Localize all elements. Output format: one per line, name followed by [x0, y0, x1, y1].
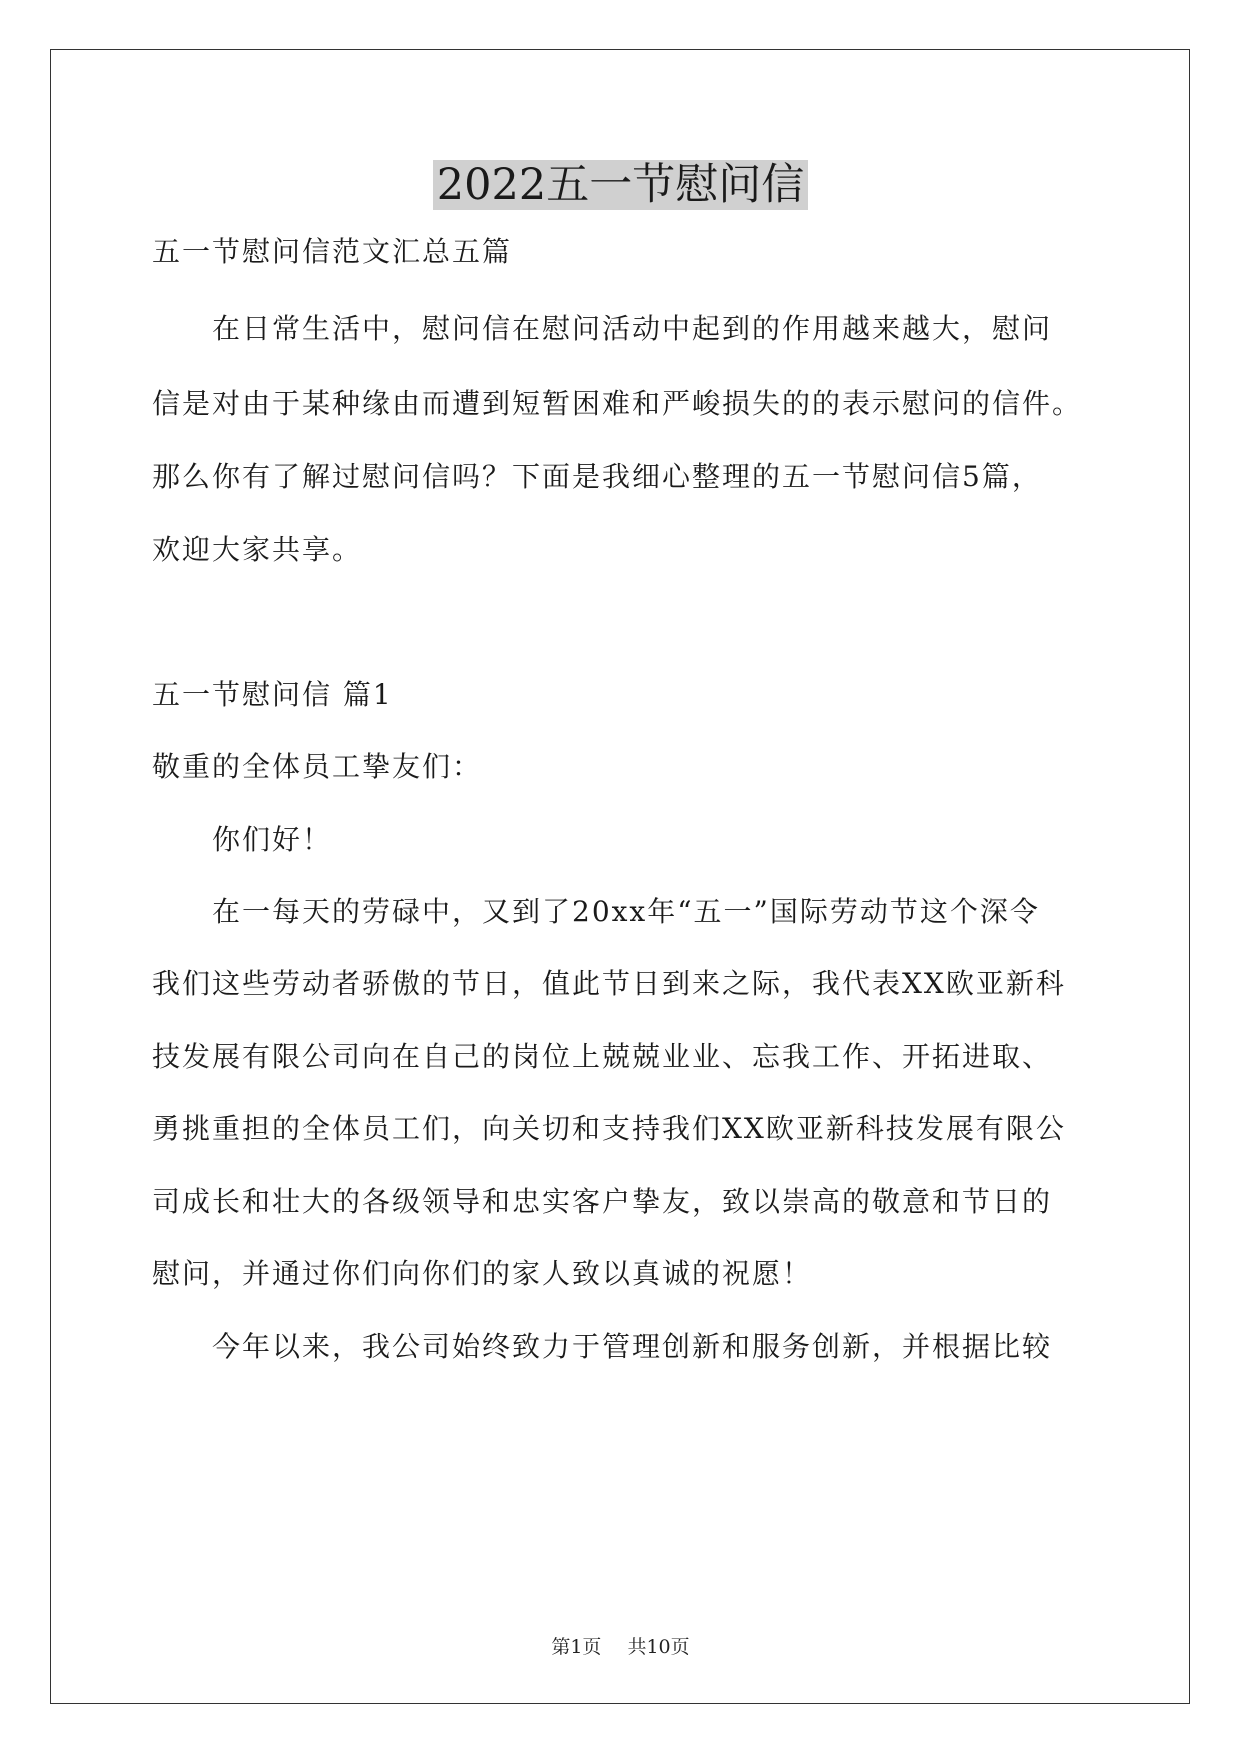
paragraph-line: 我们这些劳动者骄傲的节日，值此节日到来之际，我代表XX欧亚新科 — [152, 967, 1066, 1000]
paragraph-line: 司成长和壮大的各级领导和忠实客户挚友，致以崇高的敬意和节日的 — [152, 1185, 1053, 1218]
document-title: 2022五一节慰问信 — [0, 155, 1241, 215]
paragraph-line: 技发展有限公司向在自己的岗位上兢兢业业、忘我工作、开拓进取、 — [152, 1040, 1053, 1073]
paragraph-line: 今年以来，我公司始终致力于管理创新和服务创新，并根据比较 — [212, 1330, 1053, 1363]
page-number: 第1页 — [551, 1636, 602, 1658]
total-pages: 共10页 — [627, 1636, 690, 1658]
section-heading: 五一节慰问信 篇1 — [152, 678, 393, 711]
paragraph-line: 信是对由于某种缘由而遭到短暂困难和严峻损失的的表示慰问的信件。 — [152, 387, 1083, 420]
page-border — [50, 49, 1190, 1704]
paragraph-line: 在一每天的劳碌中，又到了20xx年“五一”国际劳动节这个深令 — [212, 895, 1040, 928]
page-footer — [0, 1632, 1241, 1659]
greeting-line: 你们好！ — [212, 823, 333, 856]
paragraph-line: 勇挑重担的全体员工们，向关切和支持我们XX欧亚新科技发展有限公 — [152, 1112, 1066, 1145]
paragraph-line: 那么你有了解过慰问信吗？下面是我细心整理的五一节慰问信5篇， — [152, 460, 1042, 493]
paragraph-line: 欢迎大家共享。 — [152, 533, 363, 566]
paragraph-line: 在日常生活中，慰问信在慰问活动中起到的作用越来越大，慰问 — [212, 312, 1053, 345]
salutation-line: 敬重的全体员工挚友们： — [152, 750, 483, 783]
subtitle-line: 五一节慰问信范文汇总五篇 — [152, 235, 513, 268]
paragraph-line: 慰问，并通过你们向你们的家人致以真诚的祝愿！ — [152, 1257, 813, 1290]
